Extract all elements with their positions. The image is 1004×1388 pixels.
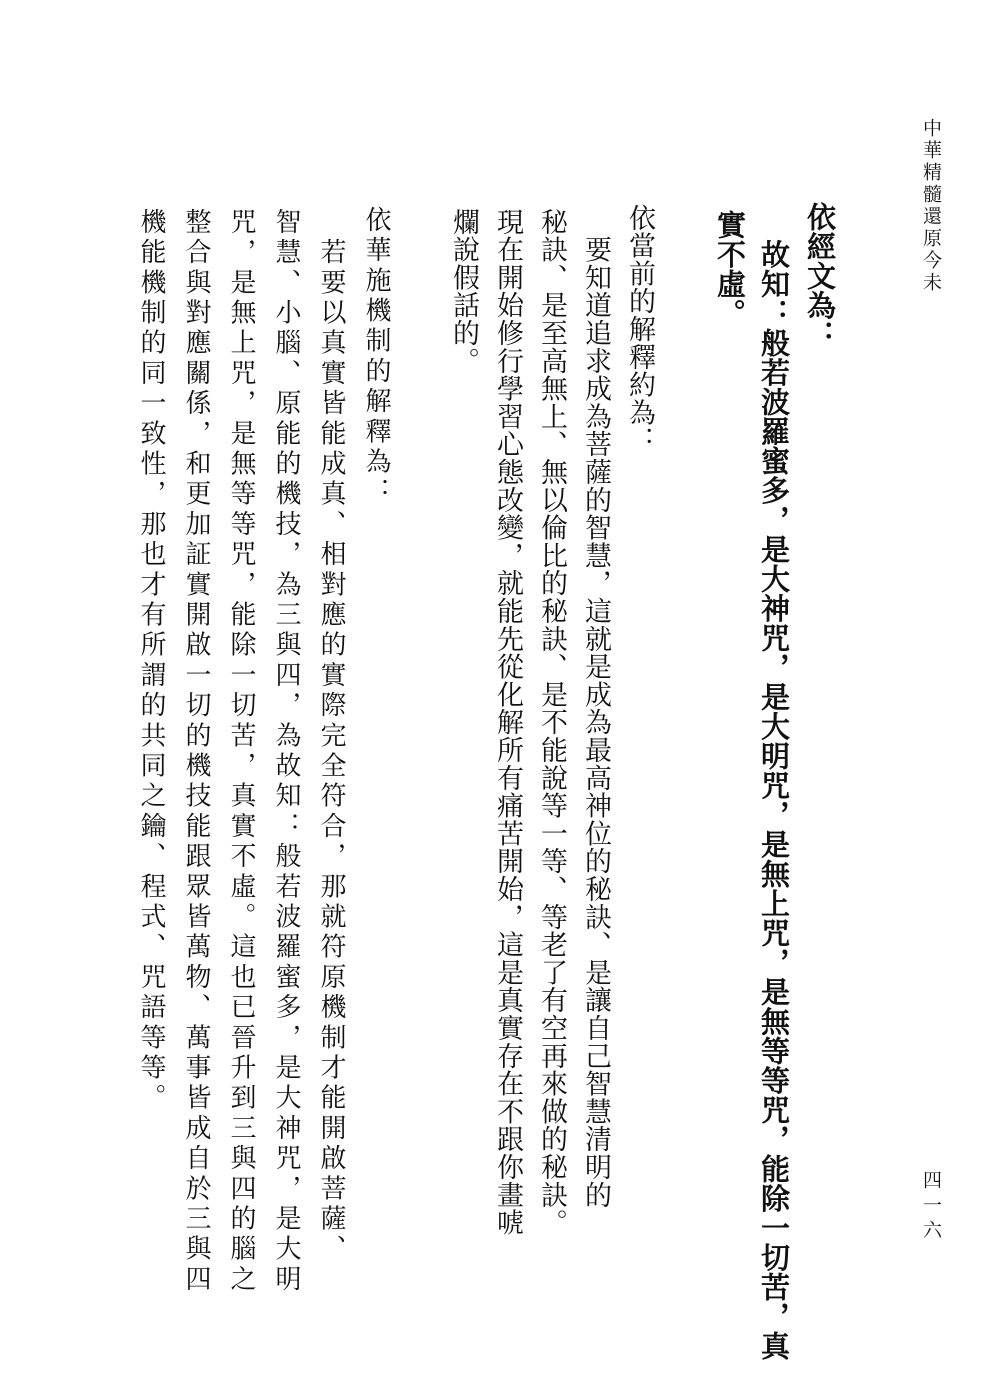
modern-line-2: 秘訣、是至高無上、無以倫比的秘訣、是不能說等一等、等老了有空再來做的秘訣。	[536, 208, 567, 1237]
sutra-heading: 依經文為：	[803, 202, 837, 350]
huashi-line-2: 智慧、小腦、原能的機技，為三與四，為故知：般若波羅蜜多，是大神咒，是大明	[271, 208, 301, 1296]
huashi-line-4: 整合與對應關係，和更加証實開啟一切的機技能跟眾皆萬物、萬事皆成自於三與四	[181, 208, 211, 1296]
sutra-line-1: 故知：般若波羅蜜多，是大神咒，是大明咒，是無上咒，是無等等咒，能除一切苦，真	[757, 210, 791, 1361]
running-title: 中華精髓還原今未	[920, 118, 942, 294]
huashi-line-3: 咒，是無上咒，是無等等咒，能除一切苦，真實不虛。這也已晉升到三與四的腦之	[226, 208, 256, 1296]
modern-line-1: 要知道追求成為菩薩的智慧，這就是成為最高神位的秘訣、是讓自己智慧清明的	[580, 208, 611, 1209]
huashi-line-1: 若要以真實皆能成真、相對應的實際完全符合，那就符原機制才能開啟菩薩、	[316, 208, 346, 1265]
modern-heading: 依當前的解釋約為：	[624, 204, 655, 455]
modern-line-3: 現在開始修行學習心態改變，就能先從化解所有痛苦開始，這是真實存在不跟你畫唬	[492, 208, 523, 1237]
sutra-line-2: 實不虛。	[713, 210, 747, 328]
modern-line-4: 爛說假話的。	[448, 208, 479, 375]
huashi-heading: 依華施機制的解釋為：	[361, 206, 391, 508]
page-number: 四一六	[920, 1170, 942, 1245]
huashi-line-5: 機能機制的同一致性，那也才有所謂的共同之鑰、程式、咒語等等。	[136, 208, 166, 1114]
